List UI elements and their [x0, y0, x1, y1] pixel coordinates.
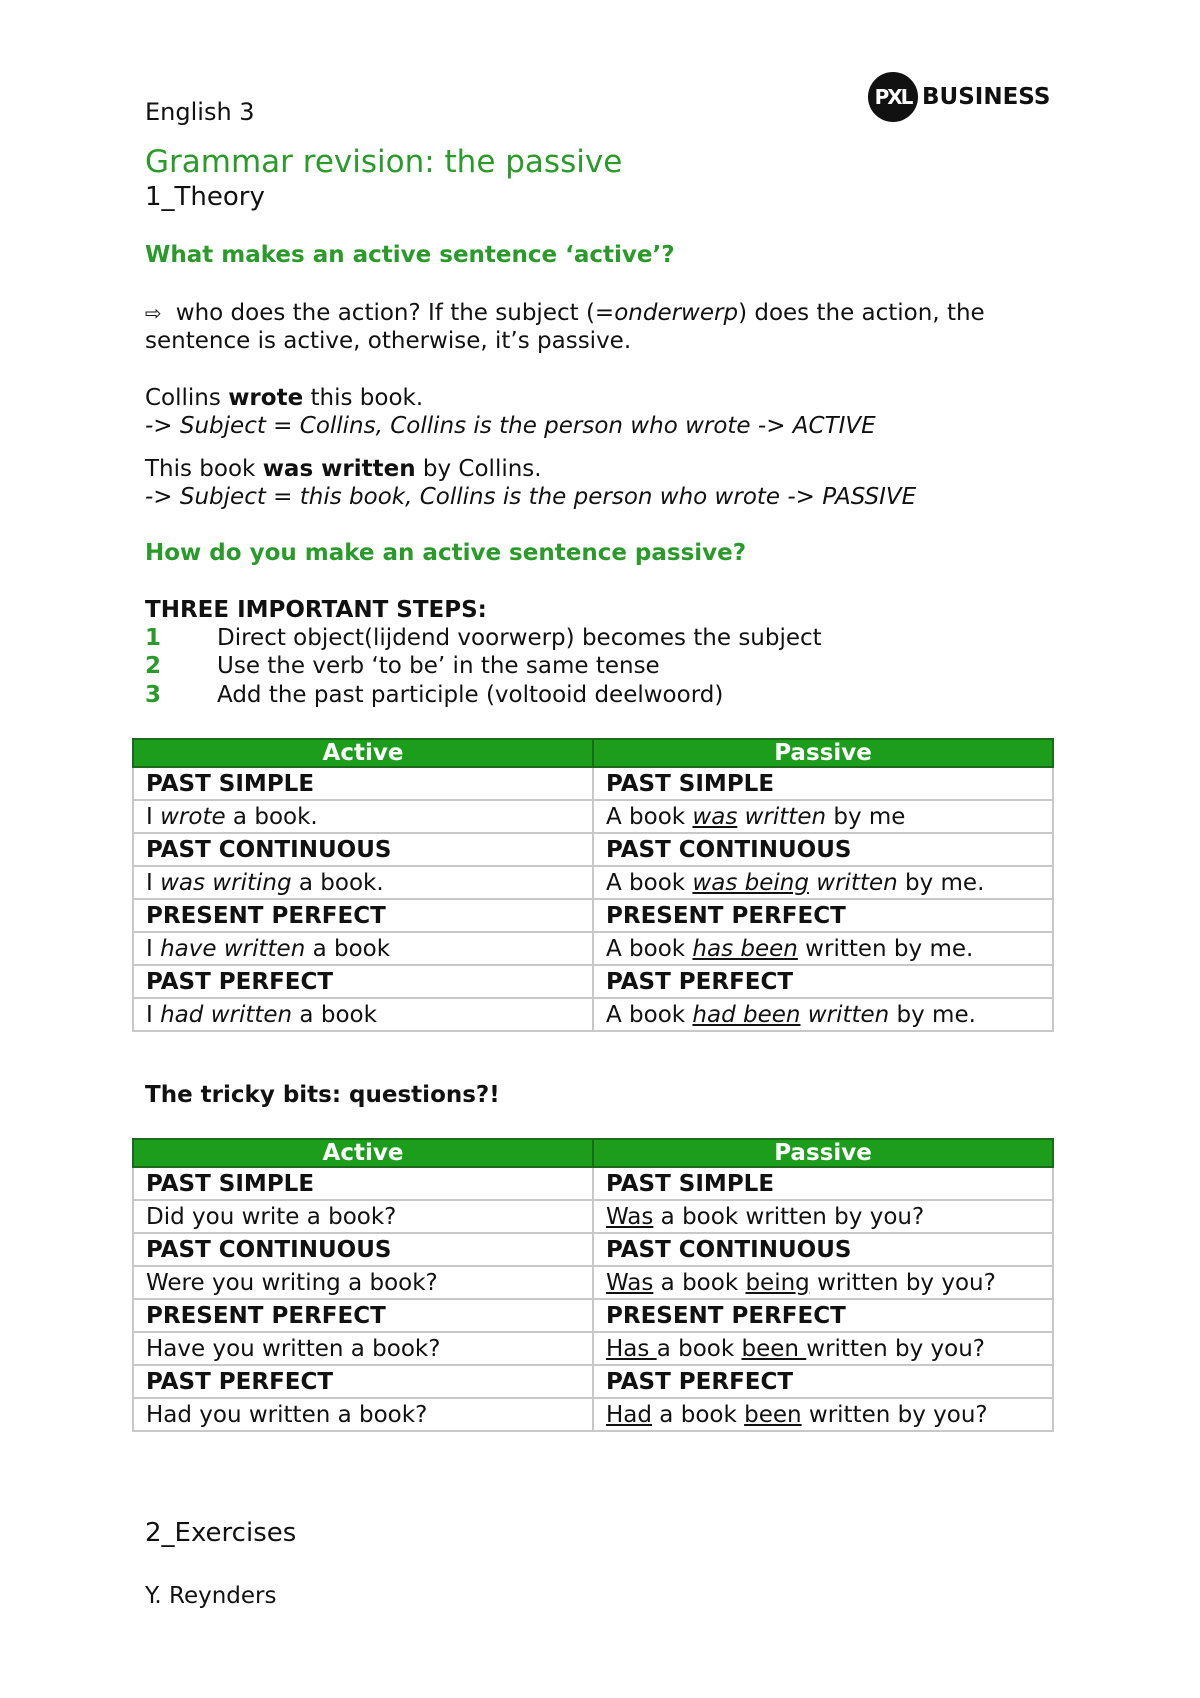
- step-text: Use the verb ‘to be’ in the same tense: [217, 653, 660, 679]
- column-header-passive: Passive: [593, 1139, 1053, 1167]
- tense-label: PAST CONTINUOUS: [593, 833, 1053, 866]
- text: by me.: [897, 869, 985, 896]
- participle: written: [737, 803, 827, 830]
- column-header-passive: Passive: [593, 739, 1053, 767]
- aux-verb: Has: [606, 1335, 657, 1362]
- aux-verb: Was: [606, 1269, 654, 1296]
- example-active-verb: wrote: [228, 385, 304, 411]
- steps-heading: THREE IMPORTANT STEPS:: [145, 597, 487, 623]
- aux-verb: had been: [692, 1001, 801, 1028]
- passive-question: [593, 1200, 1053, 1233]
- tense-label: PAST CONTINUOUS: [133, 833, 593, 866]
- active-question: Were you writing a book?: [133, 1266, 593, 1299]
- participle: written: [797, 935, 887, 962]
- table-row: [133, 1332, 1053, 1365]
- text: by me.: [889, 1001, 976, 1028]
- aux-verb: being: [745, 1269, 810, 1296]
- column-header-active: Active: [133, 1139, 593, 1167]
- tense-label: PAST CONTINUOUS: [133, 1233, 593, 1266]
- tense-label: PAST SIMPLE: [133, 1167, 593, 1200]
- table-row: [133, 1200, 1053, 1233]
- participle: written: [800, 1001, 890, 1028]
- tense-label: PAST SIMPLE: [593, 1167, 1053, 1200]
- step-text: Add the past participle (voltooid deelwoord): [217, 682, 724, 708]
- text: by me: [826, 803, 906, 830]
- aux-verb: Was: [606, 1203, 654, 1230]
- aux-verb: been: [741, 1335, 807, 1362]
- text: I: [146, 803, 161, 830]
- active-example: [133, 932, 593, 965]
- tense-label: PAST PERFECT: [133, 965, 593, 998]
- tricky-bits-heading: The tricky bits: questions?!: [145, 1082, 500, 1108]
- tense-label: PAST PERFECT: [593, 1365, 1053, 1398]
- aux-verb: has been: [692, 935, 798, 962]
- table-header-row: [133, 739, 1053, 767]
- table-row: [133, 932, 1053, 965]
- passive-example: [593, 866, 1053, 899]
- text: a book: [652, 1401, 745, 1428]
- passive-example: [593, 998, 1053, 1031]
- tense-label: PRESENT PERFECT: [133, 1299, 593, 1332]
- aux-verb: been: [744, 1401, 802, 1428]
- step-text: Direct object(lijdend voorwerp) becomes the subject: [217, 625, 822, 651]
- tense-table: [132, 738, 1054, 1032]
- step-item: [145, 682, 723, 708]
- passive-question: [593, 1398, 1053, 1431]
- table-row: [133, 899, 1053, 932]
- tense-label: PRESENT PERFECT: [593, 1299, 1053, 1332]
- pxl-business-logo: [868, 72, 1050, 122]
- text: I: [146, 935, 161, 962]
- table-row: [133, 1299, 1053, 1332]
- page-title: Grammar revision: the passive: [145, 144, 623, 180]
- column-header-active: Active: [133, 739, 593, 767]
- step-item: [145, 625, 822, 651]
- author-name: Y. Reynders: [145, 1583, 277, 1609]
- active-question: Did you write a book?: [133, 1200, 593, 1233]
- active-explanation: [145, 299, 1065, 355]
- text: a book: [292, 1001, 377, 1028]
- passive-example: [593, 932, 1053, 965]
- text: written by you?: [801, 1401, 988, 1428]
- step-item: [145, 653, 660, 679]
- passive-example: [593, 800, 1053, 833]
- tense-label: PAST PERFECT: [593, 965, 1053, 998]
- question-heading-passive: How do you make an active sentence passive?: [145, 540, 747, 566]
- example-passive-post: by Collins.: [415, 456, 542, 482]
- questions-table: [132, 1138, 1054, 1432]
- question-heading-active: What makes an active sentence ‘active’?: [145, 242, 675, 268]
- example-active: [145, 384, 1065, 412]
- example-passive-verb: was written: [262, 456, 416, 482]
- table-row: [133, 800, 1053, 833]
- table-row: [133, 998, 1053, 1031]
- text: a book: [653, 1269, 746, 1296]
- text: by me.: [886, 935, 974, 962]
- aux-verb: was: [692, 803, 738, 830]
- table-row: [133, 965, 1053, 998]
- text: a book.: [225, 803, 318, 830]
- text: I: [146, 1001, 161, 1028]
- tense-label: PRESENT PERFECT: [133, 899, 593, 932]
- verb: had written: [160, 1001, 293, 1028]
- example-passive-pre: This book: [145, 456, 263, 482]
- section-theory-heading: 1_Theory: [145, 182, 265, 212]
- text: written by you?: [809, 1269, 996, 1296]
- text: A book: [606, 935, 693, 962]
- text: a book written by you?: [653, 1203, 925, 1230]
- text: A book: [606, 803, 693, 830]
- step-number: 3: [145, 682, 162, 708]
- active-example: [133, 800, 593, 833]
- explanation-text-pre: who does the action? If the subject (=: [175, 300, 615, 326]
- example-passive-note: -> Subject = this book, Collins is the person who wrote -> PASSIVE: [145, 484, 917, 510]
- example-active-post: this book.: [303, 385, 424, 411]
- table-header-row: [133, 1139, 1053, 1167]
- passive-question: [593, 1266, 1053, 1299]
- tense-label: PAST CONTINUOUS: [593, 1233, 1053, 1266]
- step-number: 2: [145, 653, 162, 679]
- verb: have written: [160, 935, 306, 962]
- table-row: [133, 767, 1053, 800]
- text: a book.: [291, 869, 384, 896]
- text: a book: [305, 935, 391, 962]
- explanation-italic: onderwerp: [614, 300, 739, 326]
- course-name: English 3: [145, 98, 255, 126]
- text: A book: [606, 1001, 693, 1028]
- tense-label: PAST PERFECT: [133, 1365, 593, 1398]
- aux-verb: was being: [692, 869, 809, 896]
- text: A book: [606, 869, 693, 896]
- logo-word: BUSINESS: [922, 84, 1051, 110]
- active-example: [133, 866, 593, 899]
- active-question: Had you written a book?: [133, 1398, 593, 1431]
- example-active-pre: Collins: [145, 385, 229, 411]
- section-exercises-heading: 2_Exercises: [145, 1518, 297, 1548]
- table-row: [133, 1167, 1053, 1200]
- table-row: [133, 1266, 1053, 1299]
- passive-question: [593, 1332, 1053, 1365]
- active-example: [133, 998, 593, 1031]
- verb: wrote: [160, 803, 226, 830]
- tense-label: PAST SIMPLE: [133, 767, 593, 800]
- arrow-right-icon: ⇨: [145, 301, 162, 325]
- aux-verb: Had: [606, 1401, 652, 1428]
- example-passive: [145, 455, 1065, 483]
- text: a book: [656, 1335, 742, 1362]
- logo-mark: PXL: [868, 72, 918, 122]
- table-row: [133, 833, 1053, 866]
- table-row: [133, 1233, 1053, 1266]
- participle: written: [808, 869, 898, 896]
- example-active-note: -> Subject = Collins, Collins is the person who wrote -> ACTIVE: [145, 413, 876, 439]
- explanation-text-post: ) does the action, the sentence is active, otherwise, it’s passive.: [145, 300, 985, 354]
- tense-label: PRESENT PERFECT: [593, 899, 1053, 932]
- table-row: [133, 1365, 1053, 1398]
- table-row: [133, 866, 1053, 899]
- step-number: 1: [145, 625, 162, 651]
- verb: was writing: [160, 869, 292, 896]
- active-question: Have you written a book?: [133, 1332, 593, 1365]
- text: written by you?: [806, 1335, 985, 1362]
- tense-label: PAST SIMPLE: [593, 767, 1053, 800]
- table-row: [133, 1398, 1053, 1431]
- text: I: [146, 869, 161, 896]
